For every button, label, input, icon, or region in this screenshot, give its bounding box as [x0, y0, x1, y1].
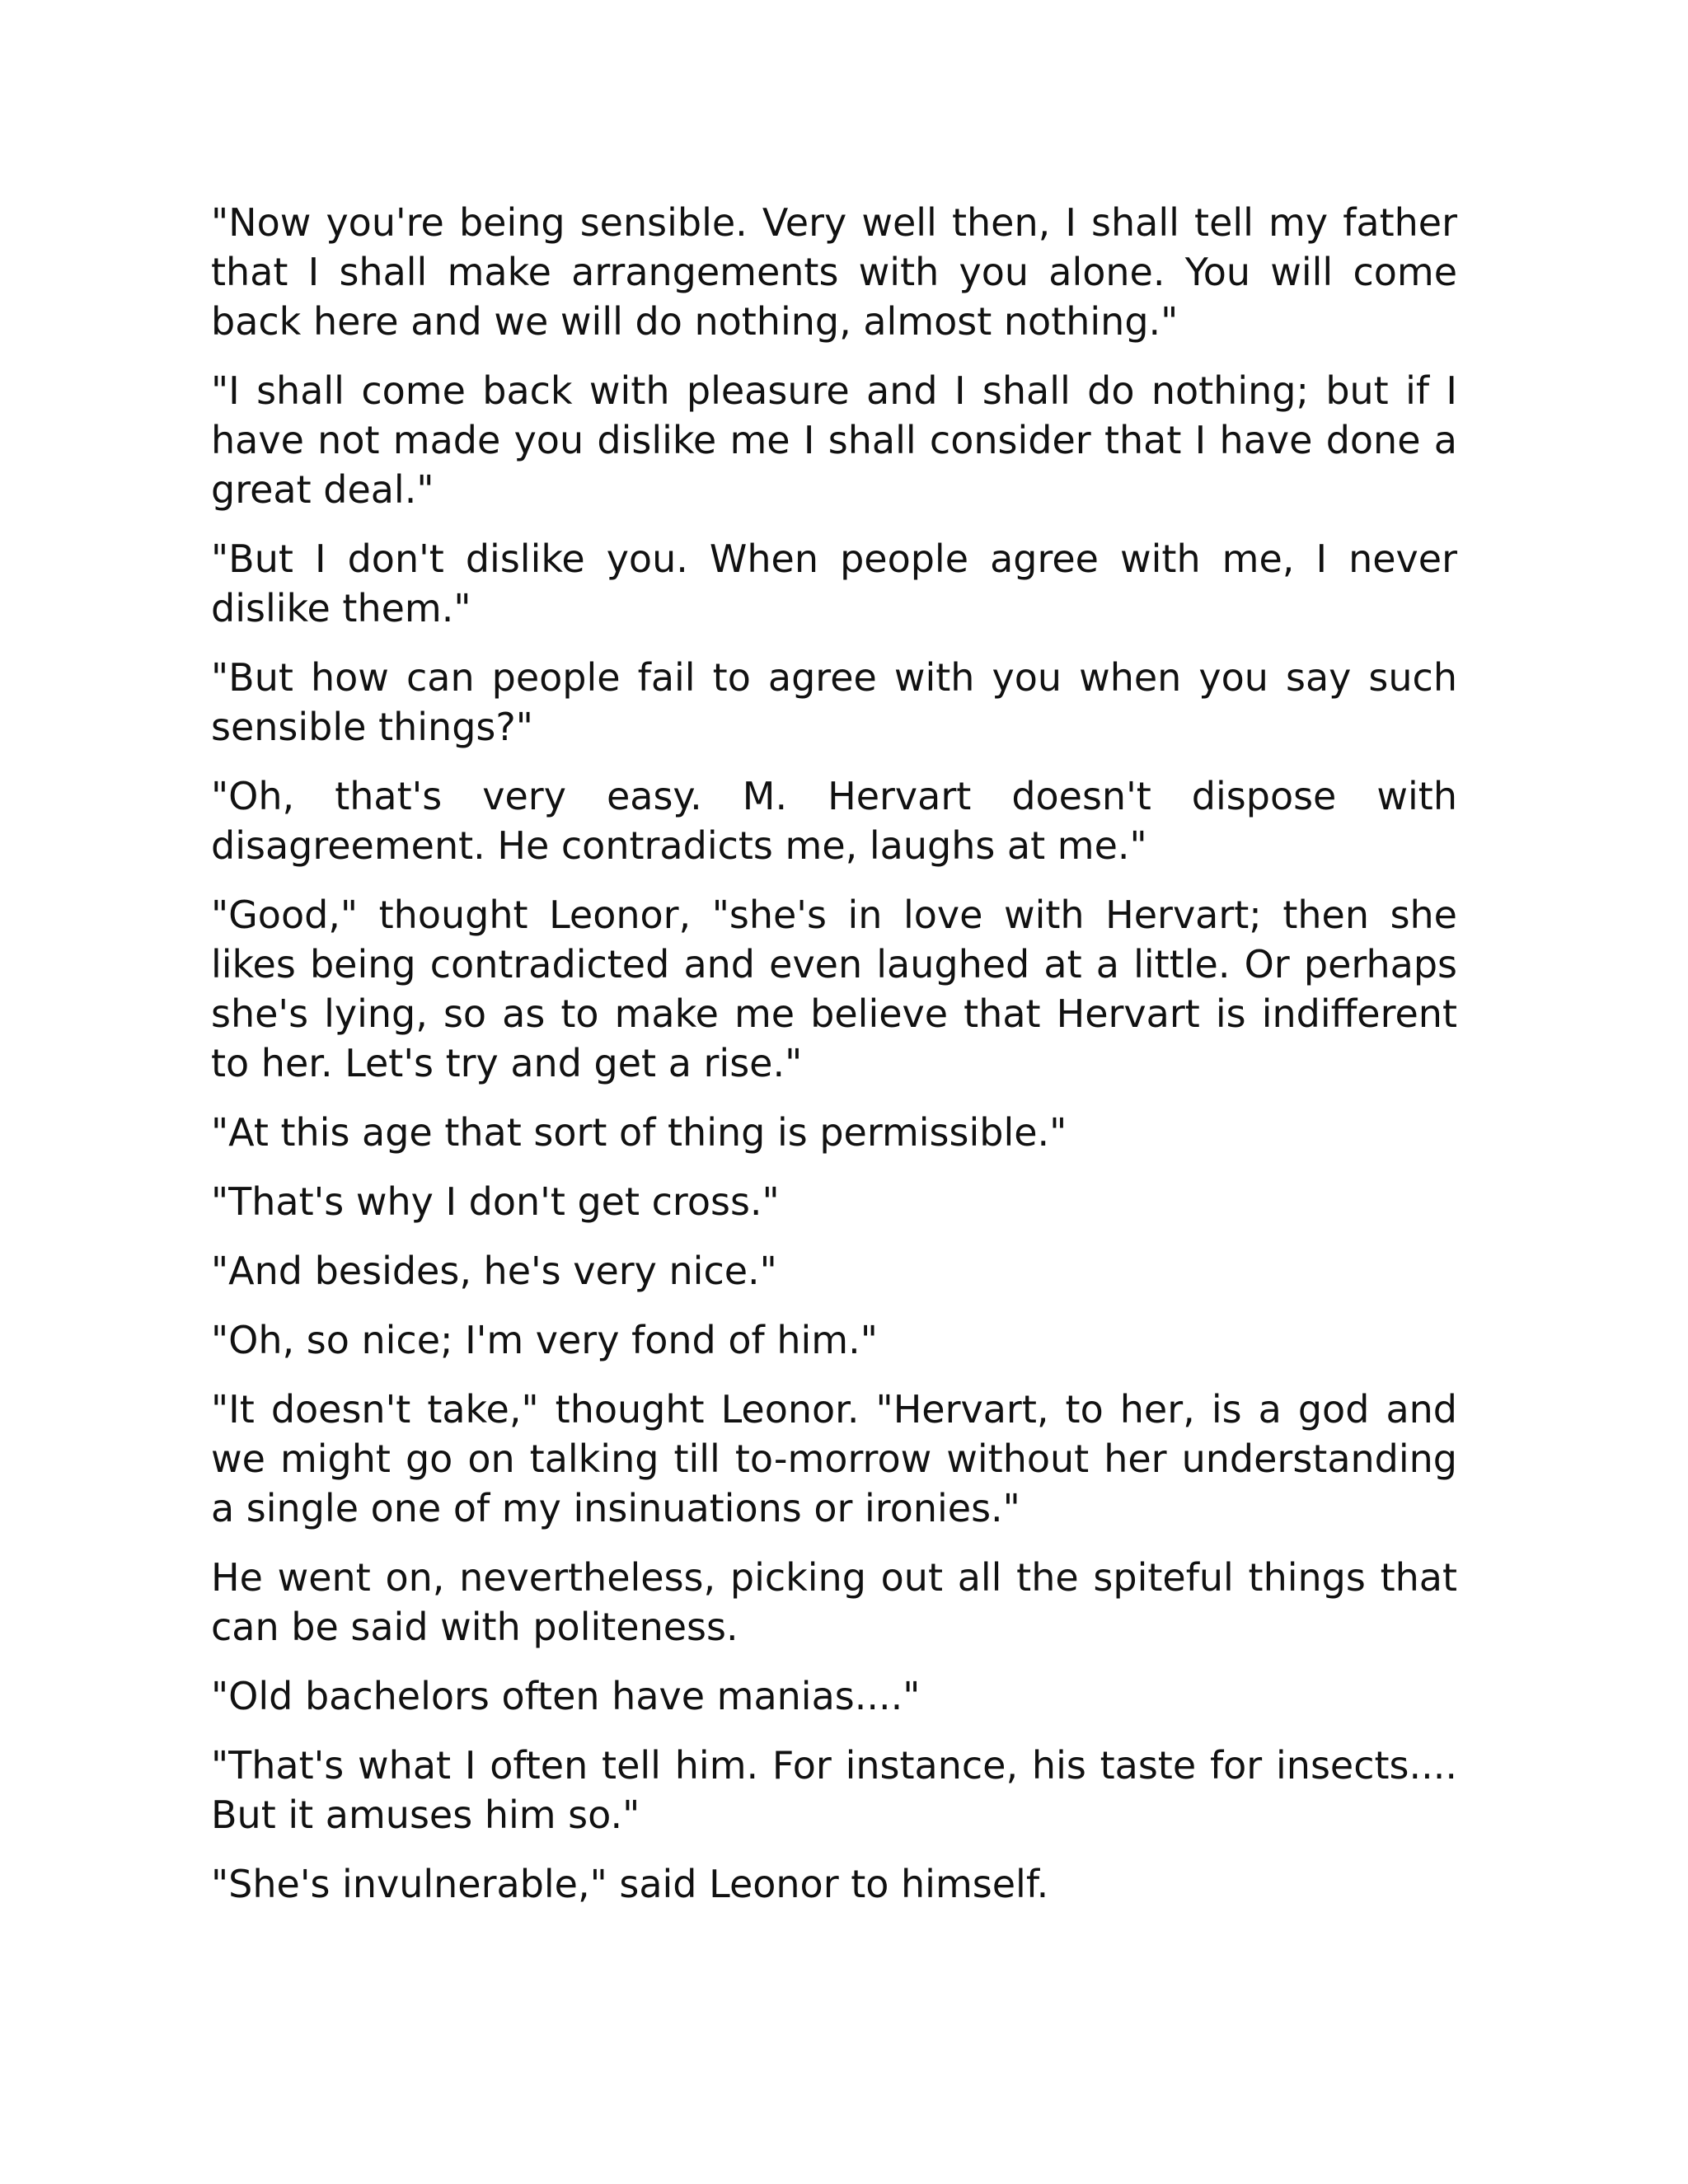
paragraph-12: He went on, nevertheless, picking out all the spiteful things that can be said with politeness.	[211, 1555, 1457, 1649]
paragraph-4: "But how can people fail to agree with you when you say such sensible things?"	[211, 655, 1457, 749]
paragraph-11: "It doesn't take," thought Leonor. "Hervart, to her, is a god and we might go on talking till to-morrow without her understanding a single one of my insinuations or ironies."	[211, 1387, 1457, 1530]
paragraph-6: "Good," thought Leonor, "she's in love with Hervart; then she likes being contradicted and even laughed at a little. Or perhaps she's lying, so as to make me believe that Hervart is indifferent to her. Let's try and get a rise."	[211, 893, 1457, 1085]
paragraph-8: "That's why I don't get cross."	[211, 1179, 780, 1224]
paragraph-1: "Now you're being sensible. Very well then, I shall tell my father that I shall make arrangements with you alone. You will come back here and we will do nothing, almost nothing."	[211, 200, 1457, 344]
paragraph-14: "That's what I often tell him. For instance, his taste for insects.... But it amuses him so."	[211, 1743, 1457, 1837]
paragraph-15: "She's invulnerable," said Leonor to himself.	[211, 1862, 1049, 1906]
paragraph-9: "And besides, he's very nice."	[211, 1249, 777, 1293]
document-page	[211, 198, 1457, 1929]
paragraph-3: "But I don't dislike you. When people agree with me, I never dislike them."	[211, 537, 1457, 630]
paragraph-10: "Oh, so nice; I'm very fond of him."	[211, 1318, 878, 1362]
paragraph-5: "Oh, that's very easy. M. Hervart doesn't dispose with disagreement. He contradicts me, laughs at me."	[211, 774, 1457, 868]
paragraph-7: "At this age that sort of thing is permissible."	[211, 1110, 1067, 1155]
paragraph-13: "Old bachelors often have manias...."	[211, 1674, 921, 1718]
paragraph-2: "I shall come back with pleasure and I shall do nothing; but if I have not made you dislike me I shall consider that I have done a great deal."	[211, 368, 1457, 512]
